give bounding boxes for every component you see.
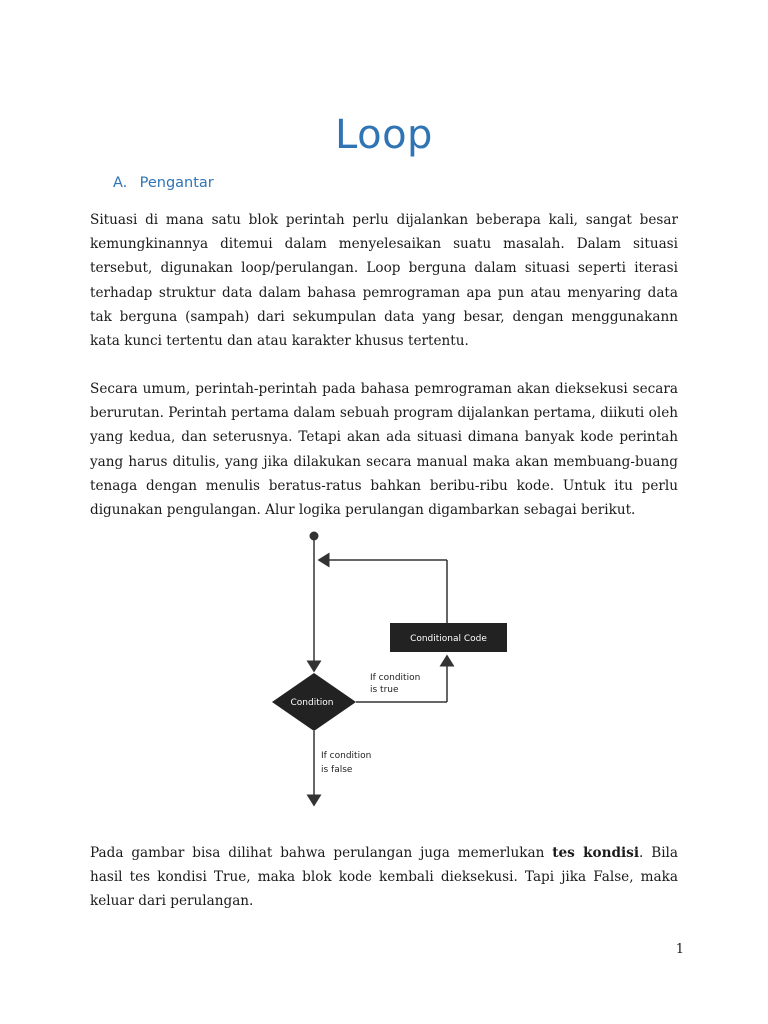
page-title: Loop: [335, 112, 433, 158]
paragraph-condition-text-1: Pada gambar bisa dilihat bahwa perulangan juga memerlukan: [90, 845, 553, 861]
true-label-line2: is true: [370, 685, 399, 695]
section-heading: [113, 175, 214, 191]
paragraph-intro: Situasi di mana satu blok perintah perlu dijalankan beberapa kali, sangat besar kemungkinannya ditemui dalam menyelesaikan suatu masalah. Dalam situasi tersebut, digunakan loop/perulangan. Loop berguna dalam situasi seperti iterasi terhadap struktur data dalam bahasa pemrograman apa pun atau menyaring data tak berguna (sampah) dari sekumpulan data yang besar, dengan menggunakann kata kunci tertentu dan atau karakter khusus tertentu.: [90, 212, 678, 350]
paragraph-condition-text-2: . Bila hasil tes kondisi True, maka blok kode kembali dieksekusi. Tapi jika False, maka keluar dari perulangan.: [90, 845, 678, 910]
false-label-line2: is false: [321, 765, 353, 775]
conditional-code-label: Conditional Code: [410, 634, 487, 644]
page-number: 1: [675, 942, 684, 957]
paragraph-condition: [90, 841, 678, 914]
false-label-line1: If condition: [321, 751, 372, 761]
loop-flowchart: [255, 525, 515, 820]
section-number: A.: [113, 175, 128, 191]
condition-label: Condition: [290, 698, 334, 708]
paragraph-condition-bold: tes kondisi: [552, 845, 639, 861]
section-label: Pengantar: [139, 175, 214, 191]
paragraph-sequential: Secara umum, perintah-perintah pada bahasa pemrograman akan dieksekusi secara berurutan. Perintah pertama dalam sebuah program dijalankan pertama, diikuti oleh yang kedua, dan seterusnya. Tetapi akan ada situasi dimana banyak kode perintah yang harus ditulis, yang jika dilakukan secara manual maka akan membuang-buang tenaga dengan menulis beratus-ratus bahkan beribu-ribu kode. Untuk itu perlu digunakan pengulangan. Alur logika perulangan digambarkan sebagai berikut.: [90, 381, 678, 519]
true-label-line1: If condition: [370, 673, 421, 683]
